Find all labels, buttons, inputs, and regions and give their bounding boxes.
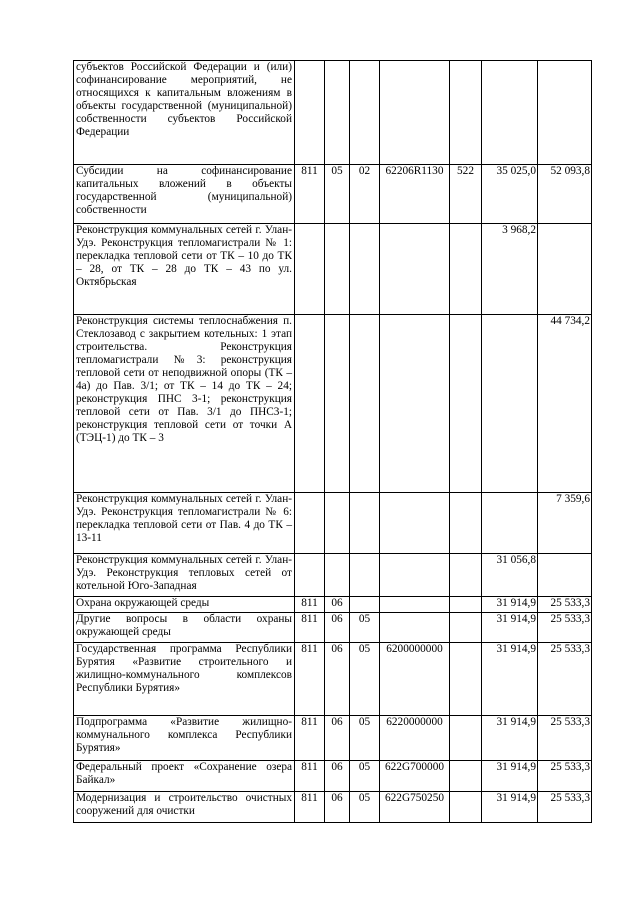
row-rz: 06: [325, 613, 350, 643]
row-cs: 6220000000: [380, 716, 450, 761]
table-row: [74, 493, 592, 554]
row-name: Модернизация и строительство очистных сооружений для очистки: [74, 792, 295, 823]
row-name: Реконструкция системы теплоснабжения п. Стеклозавод с закрытием котельных: 1 этап строительства. Реконструкция тепломагистрали №3: реконструкция тепловой сети от неподвижной опоры (ТК – 4а) до Пав. 3/1; от ТК – 14 до ТК – 24; реконструкция ПНС 3-1; реконструкция тепловой сети от Пав. 3/1 до ПНС3-1; реконструкция тепловой сети от точки А (ТЭЦ-1) до ТК – 3: [74, 315, 295, 493]
row-pr: 05: [350, 613, 380, 643]
row-pr: 05: [350, 761, 380, 792]
row-vr: [450, 643, 482, 716]
row-sum2: 44 734,2: [538, 315, 592, 493]
row-sum1: 31 914,9: [482, 597, 538, 613]
row-gr: [295, 554, 325, 597]
row-pr: [350, 554, 380, 597]
row-cs: [380, 613, 450, 643]
row-cs: [380, 61, 450, 165]
row-cs: [380, 224, 450, 315]
row-pr: [350, 224, 380, 315]
row-rz: 05: [325, 165, 350, 224]
row-pr: 02: [350, 165, 380, 224]
row-gr: [295, 224, 325, 315]
row-sum1: [482, 61, 538, 165]
row-gr: 811: [295, 792, 325, 823]
row-cs: 6200000000: [380, 643, 450, 716]
row-sum2: 7 359,6: [538, 493, 592, 554]
row-gr: [295, 315, 325, 493]
row-name: Субсидии на софинансирование капитальных вложений в объекты государственной (муниципальной) собственности: [74, 165, 295, 224]
row-sum1: 35 025,0: [482, 165, 538, 224]
row-gr: 811: [295, 643, 325, 716]
row-sum1: 31 914,9: [482, 643, 538, 716]
row-sum2: [538, 554, 592, 597]
row-gr: 811: [295, 597, 325, 613]
row-pr: [350, 315, 380, 493]
row-sum2: [538, 61, 592, 165]
table-row: [74, 315, 592, 493]
row-gr: [295, 61, 325, 165]
row-sum1: [482, 315, 538, 493]
table-row: [74, 554, 592, 597]
row-sum2: [538, 224, 592, 315]
table-row: [74, 61, 592, 165]
row-name: Государственная программа Республики Бурятия «Развитие строительного и жилищно-коммунального комплексов Республики Бурятия»: [74, 643, 295, 716]
row-gr: 811: [295, 761, 325, 792]
row-vr: [450, 716, 482, 761]
table-row: [74, 224, 592, 315]
row-sum1: 31 914,9: [482, 716, 538, 761]
table-row: [74, 613, 592, 643]
row-name: Другие вопросы в области охраны окружающей среды: [74, 613, 295, 643]
row-pr: 05: [350, 792, 380, 823]
row-vr: [450, 792, 482, 823]
row-sum2: 25 533,3: [538, 792, 592, 823]
row-pr: [350, 61, 380, 165]
row-name: Федеральный проект «Сохранение озера Байкал»: [74, 761, 295, 792]
row-pr: 05: [350, 643, 380, 716]
row-sum2: 25 533,3: [538, 716, 592, 761]
row-vr: [450, 493, 482, 554]
row-vr: 522: [450, 165, 482, 224]
budget-table: [73, 60, 592, 823]
row-vr: [450, 315, 482, 493]
row-name: субъектов Российской Федерации и (или) софинансирование мероприятий, не относящихся к капитальным вложениям в объекты государственной (муниципальной) собственности субъектов Российской Федерации: [74, 61, 295, 165]
row-cs: [380, 597, 450, 613]
row-cs: [380, 554, 450, 597]
row-cs: 62206R1130: [380, 165, 450, 224]
row-rz: [325, 315, 350, 493]
row-sum2: 25 533,3: [538, 761, 592, 792]
row-sum1: 31 914,9: [482, 613, 538, 643]
row-cs: [380, 315, 450, 493]
row-pr: [350, 493, 380, 554]
row-sum1: [482, 493, 538, 554]
table-row: [74, 597, 592, 613]
row-pr: [350, 597, 380, 613]
row-rz: [325, 493, 350, 554]
row-rz: 06: [325, 761, 350, 792]
row-vr: [450, 554, 482, 597]
row-gr: 811: [295, 716, 325, 761]
row-rz: [325, 61, 350, 165]
row-vr: [450, 613, 482, 643]
row-vr: [450, 761, 482, 792]
row-rz: 06: [325, 597, 350, 613]
row-gr: 811: [295, 165, 325, 224]
row-sum1: 31 056,8: [482, 554, 538, 597]
row-rz: 06: [325, 643, 350, 716]
row-rz: 06: [325, 716, 350, 761]
row-sum1: 3 968,2: [482, 224, 538, 315]
row-vr: [450, 61, 482, 165]
row-name: Подпрограмма «Развитие жилищно-коммунального комплекса Республики Бурятия»: [74, 716, 295, 761]
table-row: [74, 716, 592, 761]
row-gr: [295, 493, 325, 554]
row-name: Охрана окружающей среды: [74, 597, 295, 613]
row-sum2: 25 533,3: [538, 613, 592, 643]
row-rz: 06: [325, 792, 350, 823]
row-rz: [325, 554, 350, 597]
table-row: [74, 792, 592, 823]
row-sum1: 31 914,9: [482, 792, 538, 823]
row-cs: 622G700000: [380, 761, 450, 792]
row-name: Реконструкция коммунальных сетей г. Улан-Удэ. Реконструкция тепломагистрали № 1: перекладка тепловой сети от ТК – 10 до ТК – 28, от ТК – 28 до ТК – 43 по ул. Октябрьская: [74, 224, 295, 315]
row-sum2: 25 533,3: [538, 597, 592, 613]
row-name: Реконструкция коммунальных сетей г. Улан-Удэ. Реконструкция тепловых сетей от котельной Юго-Западная: [74, 554, 295, 597]
row-vr: [450, 224, 482, 315]
table-row: [74, 761, 592, 792]
row-cs: [380, 493, 450, 554]
row-rz: [325, 224, 350, 315]
row-cs: 622G750250: [380, 792, 450, 823]
table-row: [74, 165, 592, 224]
row-gr: 811: [295, 613, 325, 643]
row-sum2: 52 093,8: [538, 165, 592, 224]
row-vr: [450, 597, 482, 613]
row-name: Реконструкция коммунальных сетей г. Улан-Удэ. Реконструкция тепломагистрали № 6: перекладка тепловой сети от Пав. 4 до ТК – 13-11: [74, 493, 295, 554]
row-sum1: 31 914,9: [482, 761, 538, 792]
row-sum2: 25 533,3: [538, 643, 592, 716]
row-pr: 05: [350, 716, 380, 761]
table-row: [74, 643, 592, 716]
